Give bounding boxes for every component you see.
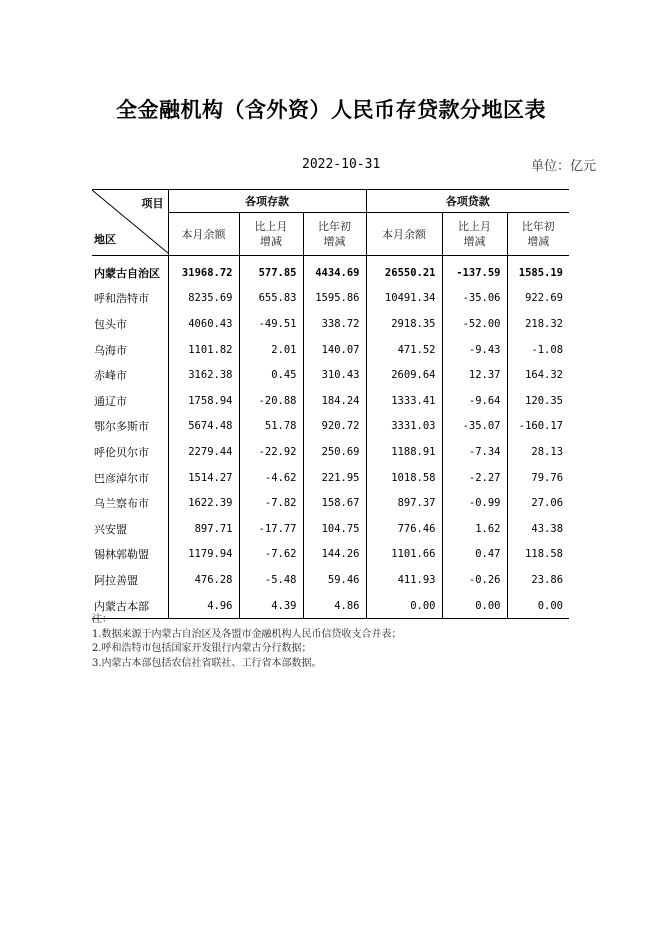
- loan-balance-cell: 2609.64: [366, 362, 442, 388]
- loan-mom-cell: -0.99: [442, 490, 507, 516]
- loan-balance-cell: 0.00: [366, 593, 442, 619]
- deposit-ytd-cell: 920.72: [303, 414, 366, 440]
- deposit-mom-cell: 4.39: [239, 593, 303, 619]
- deposit-mom-cell: 0.45: [239, 362, 303, 388]
- deposit-balance-cell: 8235.69: [168, 286, 239, 312]
- deposit-ytd-cell: 144.26: [303, 542, 366, 568]
- loan-ytd-cell: 922.69: [507, 286, 569, 312]
- deposit-balance-cell: 1514.27: [168, 465, 239, 491]
- table-row: [92, 311, 569, 337]
- region-cell: 通辽市: [94, 394, 127, 408]
- deposit-mom-cell: -4.62: [239, 465, 303, 491]
- loan-balance-cell: 26550.21: [366, 256, 442, 286]
- loan-mom-cell: -9.64: [442, 388, 507, 414]
- region-cell: 呼伦贝尔市: [94, 445, 149, 459]
- deposit-ytd-cell: 104.75: [303, 516, 366, 542]
- deposit-mom-cell: -49.51: [239, 311, 303, 337]
- region-cell: 阿拉善盟: [94, 573, 138, 587]
- deposit-loan-table: [92, 189, 569, 619]
- deposit-ytd-cell: 1595.86: [303, 286, 366, 312]
- footnotes: [92, 613, 402, 671]
- deposit-mom-cell: -7.62: [239, 542, 303, 568]
- loan-mom-cell: -9.43: [442, 337, 507, 363]
- corner-header-cell: [92, 190, 168, 256]
- table-row: [92, 490, 569, 516]
- region-cell: 内蒙古本部: [92, 593, 168, 619]
- loan-ytd-cell: 0.00: [507, 593, 569, 619]
- region-cell: 包头市: [94, 317, 127, 331]
- loan-mom-cell: -7.34: [442, 439, 507, 465]
- table-row: [92, 388, 569, 414]
- loan-mom-cell: 0.00: [442, 593, 507, 619]
- footnote-heading: 注：: [92, 614, 112, 625]
- deposits-group-header: 各项存款: [168, 190, 366, 213]
- loan-balance-cell: 1188.91: [366, 439, 442, 465]
- loan-ytd-cell: 120.35: [507, 388, 569, 414]
- loan-mom-cell: 12.37: [442, 362, 507, 388]
- region-cell: 巴彦淖尔市: [94, 471, 149, 485]
- loan-mom-cell: -35.07: [442, 414, 507, 440]
- loan-ytd-cell: 43.38: [507, 516, 569, 542]
- loan-mom-cell: -137.59: [442, 256, 507, 286]
- loan-balance-cell: 10491.34: [366, 286, 442, 312]
- deposit-ytd-cell: 4434.69: [303, 256, 366, 286]
- deposit-balance-cell: 2279.44: [168, 439, 239, 465]
- deposit-ytd-cell: 4.86: [303, 593, 366, 619]
- deposit-balance-cell: 4.96: [168, 593, 239, 619]
- region-cell: 赤峰市: [94, 369, 127, 383]
- deposit-ytd-cell: 221.95: [303, 465, 366, 491]
- deposit-mom-cell: 2.01: [239, 337, 303, 363]
- deposit-balance-cell: 897.71: [168, 516, 239, 542]
- deposit-mom-cell: -17.77: [239, 516, 303, 542]
- table-row: [92, 439, 569, 465]
- deposit-mom-cell: 51.78: [239, 414, 303, 440]
- loan-mom-cell: -52.00: [442, 311, 507, 337]
- region-cell: 鄂尔多斯市: [94, 420, 149, 434]
- unit-label: 单位：亿元: [531, 159, 597, 174]
- deposit-balance-cell: 5674.48: [168, 414, 239, 440]
- deposit-ytd-cell: 338.72: [303, 311, 366, 337]
- loan-balance-cell: 1101.66: [366, 542, 442, 568]
- col-loan-mom: 比上月 增减: [442, 213, 507, 256]
- deposit-ytd-cell: 158.67: [303, 490, 366, 516]
- header-row-groups: [92, 190, 569, 213]
- loan-balance-cell: 1018.58: [366, 465, 442, 491]
- deposit-mom-cell: -7.82: [239, 490, 303, 516]
- deposit-ytd-cell: 310.43: [303, 362, 366, 388]
- deposit-ytd-cell: 184.24: [303, 388, 366, 414]
- table-row: [92, 516, 569, 542]
- region-cell: 呼和浩特市: [94, 292, 149, 306]
- loan-ytd-cell: 164.32: [507, 362, 569, 388]
- loan-ytd-cell: 218.32: [507, 311, 569, 337]
- deposit-balance-cell: 1622.39: [168, 490, 239, 516]
- col-deposit-mom: 比上月 增减: [239, 213, 303, 256]
- deposit-mom-cell: 655.83: [239, 286, 303, 312]
- loan-balance-cell: 776.46: [366, 516, 442, 542]
- loan-ytd-cell: 23.86: [507, 567, 569, 593]
- region-cell: 锡林郭勒盟: [94, 548, 149, 562]
- deposit-balance-cell: 31968.72: [168, 256, 239, 286]
- page-title: 全金融机构（含外资）人民币存贷款分地区表: [116, 98, 546, 122]
- loan-ytd-cell: 79.76: [507, 465, 569, 491]
- loan-balance-cell: 2918.35: [366, 311, 442, 337]
- footnote-item: 3.内蒙古本部包括农信社省联社、工行省本部数据。: [92, 657, 322, 669]
- loan-mom-cell: -35.06: [442, 286, 507, 312]
- deposit-balance-cell: 1101.82: [168, 337, 239, 363]
- loan-balance-cell: 471.52: [366, 337, 442, 363]
- loan-balance-cell: 3331.03: [366, 414, 442, 440]
- loan-mom-cell: -2.27: [442, 465, 507, 491]
- loan-mom-cell: 0.47: [442, 542, 507, 568]
- table-row: [92, 542, 569, 568]
- deposit-mom-cell: -22.92: [239, 439, 303, 465]
- report-date: 2022-10-31: [302, 157, 381, 172]
- loan-ytd-cell: 27.06: [507, 490, 569, 516]
- item-label: 项目: [141, 197, 164, 210]
- loan-mom-cell: 1.62: [442, 516, 507, 542]
- region-cell: 乌兰察布市: [94, 497, 149, 511]
- deposit-mom-cell: 577.85: [239, 256, 303, 286]
- loan-ytd-cell: -1.08: [507, 337, 569, 363]
- region-cell: 兴安盟: [94, 522, 127, 536]
- table-row: [92, 256, 569, 286]
- region-cell: 内蒙古自治区: [94, 266, 160, 280]
- loan-mom-cell: -0.26: [442, 567, 507, 593]
- table-row: [92, 414, 569, 440]
- deposit-balance-cell: 1179.94: [168, 542, 239, 568]
- col-loan-balance: 本月余额: [366, 213, 442, 256]
- loan-ytd-cell: 28.13: [507, 439, 569, 465]
- loans-group-header: 各项贷款: [366, 190, 569, 213]
- col-loan-ytd: 比年初 增减: [507, 213, 569, 256]
- col-deposit-ytd: 比年初 增减: [303, 213, 366, 256]
- table-row: [92, 362, 569, 388]
- table-row: [92, 337, 569, 363]
- loan-balance-cell: 1333.41: [366, 388, 442, 414]
- deposit-mom-cell: -5.48: [239, 567, 303, 593]
- loan-ytd-cell: 118.58: [507, 542, 569, 568]
- loan-ytd-cell: 1585.19: [507, 256, 569, 286]
- loan-balance-cell: 897.37: [366, 490, 442, 516]
- deposit-mom-cell: -20.88: [239, 388, 303, 414]
- loan-balance-cell: 411.93: [366, 567, 442, 593]
- deposit-ytd-cell: 250.69: [303, 439, 366, 465]
- deposit-ytd-cell: 140.07: [303, 337, 366, 363]
- deposit-balance-cell: 3162.38: [168, 362, 239, 388]
- region-label: 地区: [94, 233, 116, 246]
- deposit-balance-cell: 1758.94: [168, 388, 239, 414]
- table-row: [92, 465, 569, 491]
- deposit-ytd-cell: 59.46: [303, 567, 366, 593]
- footnote-item: 1.数据来源于内蒙古自治区及各盟市金融机构人民币信贷收支合并表；: [92, 628, 402, 640]
- table-row: [92, 286, 569, 312]
- table-row: [92, 567, 569, 593]
- footnote-item: 2.呼和浩特市包括国家开发银行内蒙古分行数据；: [92, 643, 312, 654]
- deposit-balance-cell: 476.28: [168, 567, 239, 593]
- col-deposit-balance: 本月余额: [168, 213, 239, 256]
- region-cell: 乌海市: [94, 343, 127, 357]
- deposit-balance-cell: 4060.43: [168, 311, 239, 337]
- loan-ytd-cell: -160.17: [507, 414, 569, 440]
